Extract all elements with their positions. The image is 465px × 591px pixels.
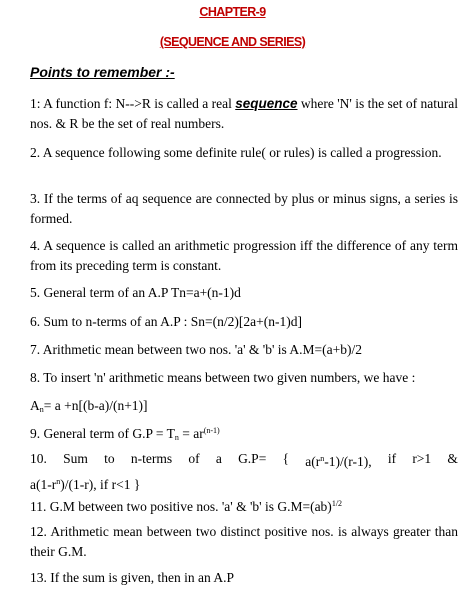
point-1-before: 1: A function f: N-->R is called a real (30, 96, 236, 111)
point-9-text: 9. General term of G.P = T (30, 426, 175, 441)
point-6: 6. Sum to n-terms of an A.P : Sn=(n/2)[2a+(n-1)d] (30, 314, 302, 329)
p10-rest: -1)/(r-1), (324, 454, 372, 469)
p10-word: r>1 (412, 451, 432, 466)
p10-word: if (387, 451, 397, 466)
point-12: 12. Arithmetic mean between two distinct positive nos. is always greater than their G.M. (30, 524, 458, 559)
p10-word: a (215, 451, 222, 466)
chapter-subtitle: (SEQUENCE AND SERIES) (159, 35, 306, 49)
point-9-sup: (n-1) (203, 426, 220, 435)
p10-ar: a(r (305, 454, 321, 469)
point-5: 5. General term of an A.P Tn=a+(n-1)d (30, 285, 241, 300)
chapter-title: CHAPTER-9 (199, 5, 266, 19)
point-4: 4. A sequence is called an arithmetic progression iff the difference of any term from its preceding term is constant. (30, 238, 458, 273)
p10-word: of (188, 451, 200, 466)
point-9-mid: = ar (178, 426, 204, 441)
point-9-sub: n (174, 433, 179, 442)
point-1-emphasis: sequence (235, 96, 298, 111)
point-1-after: where 'N' is the set of natural nos. & R be the set of real numbers. (30, 96, 458, 131)
point-9 (30, 421, 458, 448)
p10-line2-b: )/(1-r), if r<1 } (60, 477, 141, 492)
point-8: 8. To insert 'n' arithmetic means between two given numbers, we have : (30, 370, 416, 385)
p10-word (305, 449, 371, 472)
p10-word: { (282, 451, 290, 466)
p10-word: to (104, 451, 115, 466)
point-2: 2. A sequence following some definite rule( or rules) is called a progression. (30, 145, 442, 160)
formula-rest: = a +n[(b-a)/(n+1)] (43, 398, 148, 413)
point-8-formula (30, 396, 458, 420)
p10-line2-a: a(1-r (30, 477, 57, 492)
point-11 (30, 494, 458, 517)
p10-line2-sup: n (56, 477, 61, 486)
point-11-text: 11. G.M between two positive nos. 'a' & 'b' is G.M=(ab) (30, 499, 332, 514)
points-heading: Points to remember :- (30, 64, 175, 80)
point-13: 13. If the sum is given, then in an A.P (30, 570, 234, 585)
point-7: 7. Arithmetic mean between two nos. 'a' & 'b' is A.M=(a+b)/2 (30, 342, 363, 357)
p10-word: G.P= (238, 451, 267, 466)
point-11-sup: 1/2 (331, 499, 343, 508)
point-10-line-1 (30, 449, 458, 472)
p10-word: n-terms (130, 451, 173, 466)
formula-sub: n (39, 405, 44, 414)
point-10 (30, 449, 458, 495)
point-3: 3. If the terms of aq sequence are connected by plus or minus signs, a series is formed. (30, 191, 458, 226)
point-10-line-2 (30, 472, 458, 495)
p10-word: & (447, 451, 458, 466)
point-1 (30, 94, 458, 134)
p10-sup-n: n (320, 454, 325, 463)
p10-word: 10. (30, 451, 47, 466)
p10-word: Sum (63, 451, 88, 466)
formula-base: A (30, 398, 40, 413)
